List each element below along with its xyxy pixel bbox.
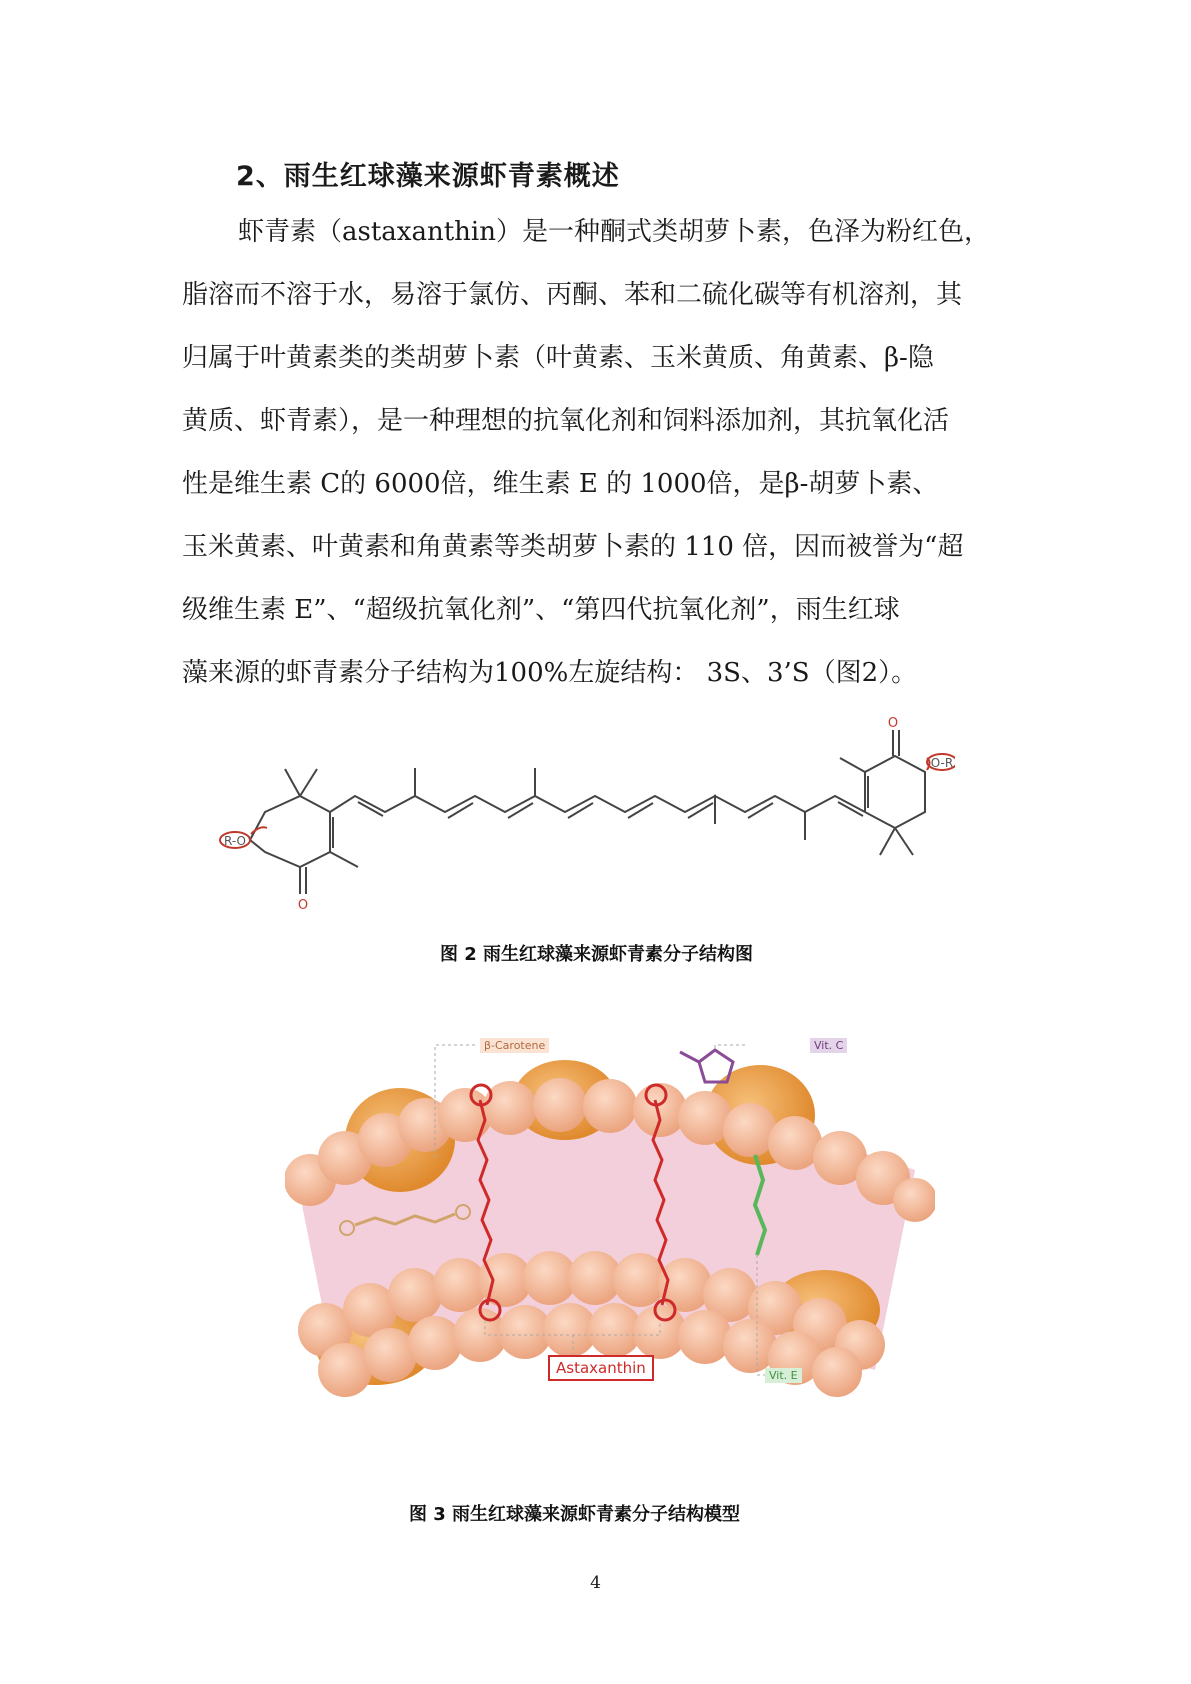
vit-c-label: Vit. C [810, 1038, 847, 1053]
ketone-oxygen-label: O [297, 898, 309, 913]
or-label: O-R [930, 756, 954, 770]
section-heading: 2、雨生红球藻来源虾青素概述 [236, 161, 620, 192]
ketone-oxygen-label: O [887, 716, 899, 731]
paragraph-line: 级维生素 E”、“超级抗氧化剂”、“第四代抗氧化剂”，雨生红球 [182, 595, 900, 625]
body-paragraph [182, 212, 1020, 716]
paragraph-line: 藻来源的虾青素分子结构为100%左旋结构： 3S、3’S（图2）。 [182, 658, 918, 688]
molecule-skeleton [250, 730, 925, 894]
astaxanthin-label: Astaxanthin [548, 1355, 654, 1381]
vit-e-label: Vit. E [765, 1368, 802, 1383]
figure-2-caption: 图 2 雨生红球藻来源虾青素分子结构图 [440, 944, 754, 965]
paragraph-line: 脂溶而不溶于水，易溶于氯仿、丙酮、苯和二硫化碳等有机溶剂，其 [182, 280, 963, 310]
paragraph-line: 黄质、虾青素），是一种理想的抗氧化剂和饲料添加剂，其抗氧化活 [182, 406, 950, 436]
page-number: 4 [590, 1573, 601, 1593]
beta-carotene-label: β-Carotene [480, 1038, 549, 1053]
paragraph-line: 性是维生素 C的 6000倍，维生素 E 的 1000倍，是β-胡萝卜素、 [182, 469, 939, 499]
astaxanthin-structure-diagram [205, 712, 955, 917]
figure-3-caption: 图 3 雨生红球藻来源虾青素分子结构模型 [409, 1504, 741, 1525]
ro-label: R-O [224, 834, 246, 848]
paragraph-line: 归属于叶黄素类的类胡萝卜素（叶黄素、玉米黄质、角黄素、β-隐 [182, 343, 934, 373]
paragraph-line: 虾青素（astaxanthin）是一种酮式类胡萝卜素，色泽为粉红色， [238, 217, 990, 247]
paragraph-line: 玉米黄素、叶黄素和角黄素等类胡萝卜素的 110 倍，因而被誉为“超 [182, 532, 964, 562]
